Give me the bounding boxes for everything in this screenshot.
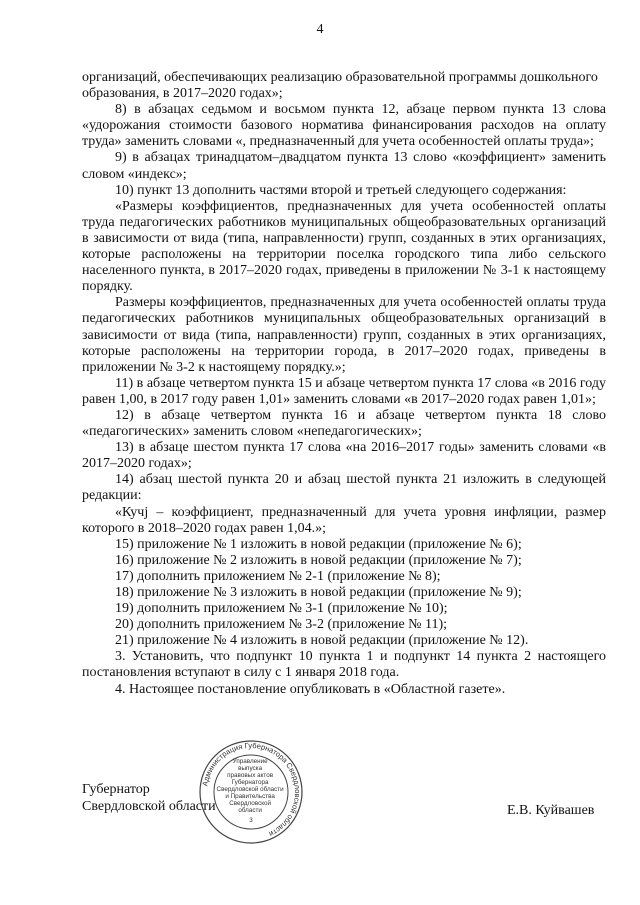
list-item: 16) приложение № 2 изложить в новой редакции (приложение № 7); bbox=[115, 552, 522, 568]
list-item: 21) приложение № 4 изложить в новой редакции (приложение № 12). bbox=[115, 633, 529, 649]
paragraph: организаций, обеспечивающих реализацию образовательной программы дошкольного образования, в 2017–2020 годах»; bbox=[82, 70, 598, 102]
document-body bbox=[82, 70, 606, 698]
signatory-name: Е.В. Куйвашев bbox=[507, 803, 595, 818]
list-item: 15) приложение № 1 изложить в новой редакции (приложение № 6); bbox=[115, 536, 522, 552]
paragraph: «Кучј – коэффициент, предназначенный для учета уровня инфляции, размер которого в 2018–2020 годах равен 1,04.»; bbox=[82, 504, 606, 536]
paragraph: 12) в абзаце четвертом пункта 16 и абзаце четвертом пункта 18 слово «педагогических» заменить словом «непедагогических»; bbox=[82, 407, 606, 440]
list-item: 17) дополнить приложением № 2-1 (приложение № 8); bbox=[115, 568, 441, 584]
list-item: 18) приложение № 3 изложить в новой редакции (приложение № 9); bbox=[115, 585, 522, 600]
paragraph: 11) в абзаце четвертом пункта 15 и абзаце четвертом пункта 17 слова «в 2016 году равен 1,00, в 2017 году равен 1,01» заменить словами «в 2017–2020 годах равен 1,01»; bbox=[82, 375, 606, 407]
signature-title-line: Губернатор bbox=[82, 782, 150, 797]
paragraph: 3. Установить, что подпункт 10 пункта 1 и подпункт 14 пункта 2 настоящего постановления вступают в силу с 1 января 2018 года. bbox=[82, 649, 606, 681]
paragraph: 14) абзац шестой пункта 20 и абзац шестой пункта 21 изложить в следующей редакции: bbox=[82, 472, 606, 504]
paragraph: 10) пункт 13 дополнить частями второй и третьей следующего содержания: bbox=[115, 182, 567, 198]
paragraph: 9) в абзацах тринадцатом–двадцатом пункта 13 слово «коэффициент» заменить словом «индекс»; bbox=[82, 150, 606, 182]
paragraph: «Размеры коэффициентов, предназначенных для учета особенностей оплаты труда педагогических работников муниципальных общеобразовательных организаций в зависимости от вида (типа, направленности) групп, созданных в этих организациях, которые расположены на территории поселка городского типа либо сельского населенного пункта, в 2017–2020 годах, приведены в приложении № 3-1 к настоящему порядку. bbox=[82, 198, 606, 295]
signature-title-line: Свердловской области bbox=[82, 799, 216, 814]
page-number: 4 bbox=[316, 22, 324, 37]
paragraph: 13) в абзаце шестом пункта 17 слова «на 2016–2017 годы» заменить словами «в 2017–2020 годах»; bbox=[82, 440, 606, 472]
paragraph: 4. Настоящее постановление опубликовать в «Областной газете». bbox=[115, 681, 506, 697]
list-item: 19) дополнить приложением № 3-1 (приложение № 10); bbox=[115, 601, 448, 617]
signature-title bbox=[82, 781, 216, 815]
paragraph: 8) в абзацах седьмом и восьмом пункта 12, абзаце первом пункта 13 слова «удорожания стоимости базового норматива финансирования расходов на оплату труда» заменить словами «, предназначенный для учета особенностей оплаты труда»; bbox=[82, 102, 606, 150]
paragraph: Размеры коэффициентов, предназначенных для учета особенностей оплаты труда педагогических работников муниципальных общеобразовательных организаций в зависимости от вида (типа, направленности) групп, созданных в этих организациях, которые расположены на территории города, в 2017–2020 годах, приведены в приложении № 3-2 к настоящему порядку.»; bbox=[82, 295, 606, 375]
list-item: 20) дополнить приложением № 3-2 (приложение № 11); bbox=[115, 617, 448, 633]
svg-text:Управление выпуска: Управление выпуска правовых актов Губернатора Свердловской области и Правительства Свердловской области 3 bbox=[216, 758, 284, 824]
stamp-ring-text: Администрация Губернатора Свердловской области bbox=[200, 740, 303, 839]
